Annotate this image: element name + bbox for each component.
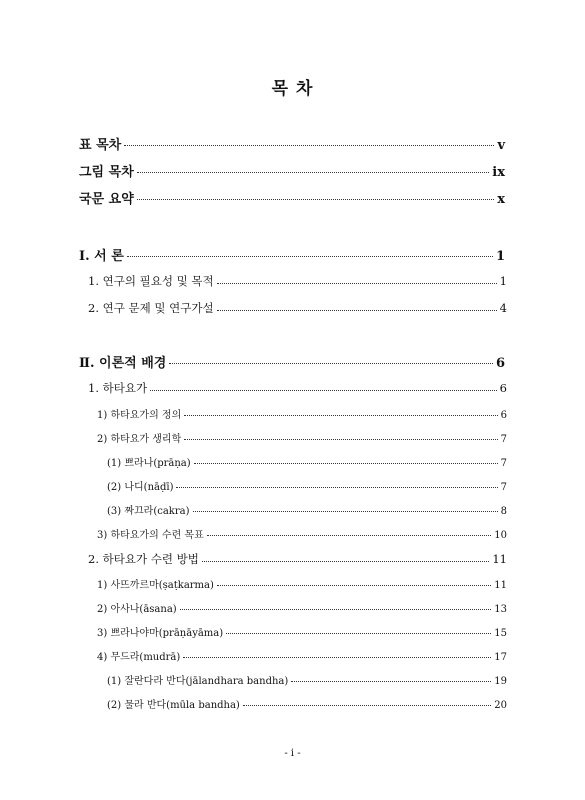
toc-entry-label: (3) 짜끄라(cakra) [107, 506, 190, 517]
toc-entry-page: v [497, 138, 505, 153]
toc-entry-page: 6 [495, 356, 505, 371]
dot-leader [137, 172, 490, 173]
dot-leader [226, 633, 491, 634]
toc-entry-label: 1) 사뜨까르마(ṣaṭkarma) [97, 580, 214, 591]
dot-leader [202, 561, 490, 562]
toc-entry-subsection[interactable] [97, 406, 507, 421]
dot-leader [217, 585, 491, 586]
dot-leader [243, 705, 491, 706]
toc-entry-page: 17 [494, 652, 507, 663]
toc-entry-item[interactable] [107, 502, 507, 517]
dot-leader [183, 657, 491, 658]
dot-leader [124, 145, 494, 146]
toc-entry-label: (2) 나디(nāḍī) [107, 482, 174, 493]
toc-entry-label: (2) 물라 반다(mūla bandha) [107, 700, 240, 711]
toc-entry-label: 3) 쁘라나야마(prāṇāyāma) [97, 628, 224, 639]
toc-entry-subsection[interactable] [97, 526, 507, 541]
toc-entry-subsection[interactable] [97, 624, 507, 639]
toc-entry-page: x [497, 192, 505, 207]
toc-entry-page: 19 [494, 676, 507, 687]
dot-leader [150, 390, 497, 391]
toc-entry-item[interactable] [107, 454, 507, 469]
toc-entry-label: 3) 하타요가의 수련 목표 [97, 530, 204, 541]
toc-entry-label: (1) 쁘라나(prāṇa) [107, 458, 191, 469]
toc-entry-page: 1 [499, 274, 507, 288]
toc-entry-page: 8 [500, 506, 507, 517]
dot-leader [193, 511, 498, 512]
toc-entry-list-of-figures[interactable] [79, 161, 505, 180]
toc-entry-list-of-tables[interactable] [79, 134, 505, 153]
toc-entry-label: Ⅰ. 서 론 [79, 249, 124, 264]
toc-entry-item[interactable] [107, 478, 507, 493]
dot-leader [291, 681, 491, 682]
toc-entry-page: 15 [494, 628, 507, 639]
dot-leader [194, 463, 498, 464]
dot-leader [184, 439, 497, 440]
dot-leader [207, 535, 492, 536]
toc-entry-label: 그림 목차 [79, 165, 134, 180]
toc-entry-label: 1. 하타요가 [88, 381, 148, 395]
toc-entry-label: Ⅱ. 이론적 배경 [79, 356, 167, 371]
dot-leader [217, 310, 497, 311]
toc-entry-page: 4 [499, 301, 507, 315]
toc-entry-subsection[interactable] [97, 600, 507, 615]
toc-entry-label: 1) 하타요가의 정의 [97, 410, 182, 421]
toc-entry-chapter[interactable] [79, 352, 505, 371]
toc-entry-page: 11 [492, 552, 507, 566]
toc-entry-page: 13 [494, 604, 507, 615]
toc-entry-label: 2) 아사나(āsana) [97, 604, 177, 615]
page-number: - i - [284, 748, 301, 759]
toc-entry-label: (1) 잘란다라 반다(jālandhara bandha) [107, 676, 289, 687]
toc-entry-item[interactable] [107, 696, 507, 711]
toc-entry-label: 4) 무드라(mudrā) [97, 652, 181, 663]
toc-entry-subsection[interactable] [97, 430, 507, 445]
toc-entry-label: 표 목차 [79, 138, 122, 153]
toc-entry-section[interactable] [88, 380, 507, 396]
toc-entry-page: 6 [500, 410, 507, 421]
toc-entry-page: ix [492, 165, 505, 180]
toc-entry-page: 11 [494, 580, 507, 591]
toc-entry-page: 7 [500, 482, 507, 493]
dot-leader [180, 609, 492, 610]
toc-entry-section[interactable] [88, 551, 507, 567]
toc-entry-item[interactable] [107, 672, 507, 687]
dot-leader [184, 415, 497, 416]
toc-entry-chapter[interactable] [79, 245, 505, 264]
toc-entry-page: 10 [494, 530, 507, 541]
dot-leader [217, 283, 497, 284]
toc-entry-page: 20 [494, 700, 507, 711]
toc-entry-abstract[interactable] [79, 188, 505, 207]
dot-leader [176, 487, 497, 488]
toc-entry-page: 7 [500, 434, 507, 445]
toc-entry-section[interactable] [88, 273, 507, 289]
toc-entry-label: 국문 요약 [79, 192, 134, 207]
toc-entry-subsection[interactable] [97, 576, 507, 591]
toc-entry-label: 2) 하타요가 생리학 [97, 434, 182, 445]
toc-entry-page: 7 [500, 458, 507, 469]
dot-leader [127, 256, 493, 257]
toc-entry-page: 1 [495, 249, 505, 264]
toc-entry-page: 6 [499, 381, 507, 395]
toc-entry-section[interactable] [88, 300, 507, 316]
toc-entry-label: 2. 연구 문제 및 연구가설 [88, 301, 214, 315]
toc-entry-subsection[interactable] [97, 648, 507, 663]
dot-leader [169, 363, 493, 364]
toc-entry-label: 1. 연구의 필요성 및 목적 [88, 274, 214, 288]
page-title: 목 차 [271, 79, 314, 99]
toc-entry-label: 2. 하타요가 수련 방법 [88, 552, 199, 566]
dot-leader [137, 199, 494, 200]
